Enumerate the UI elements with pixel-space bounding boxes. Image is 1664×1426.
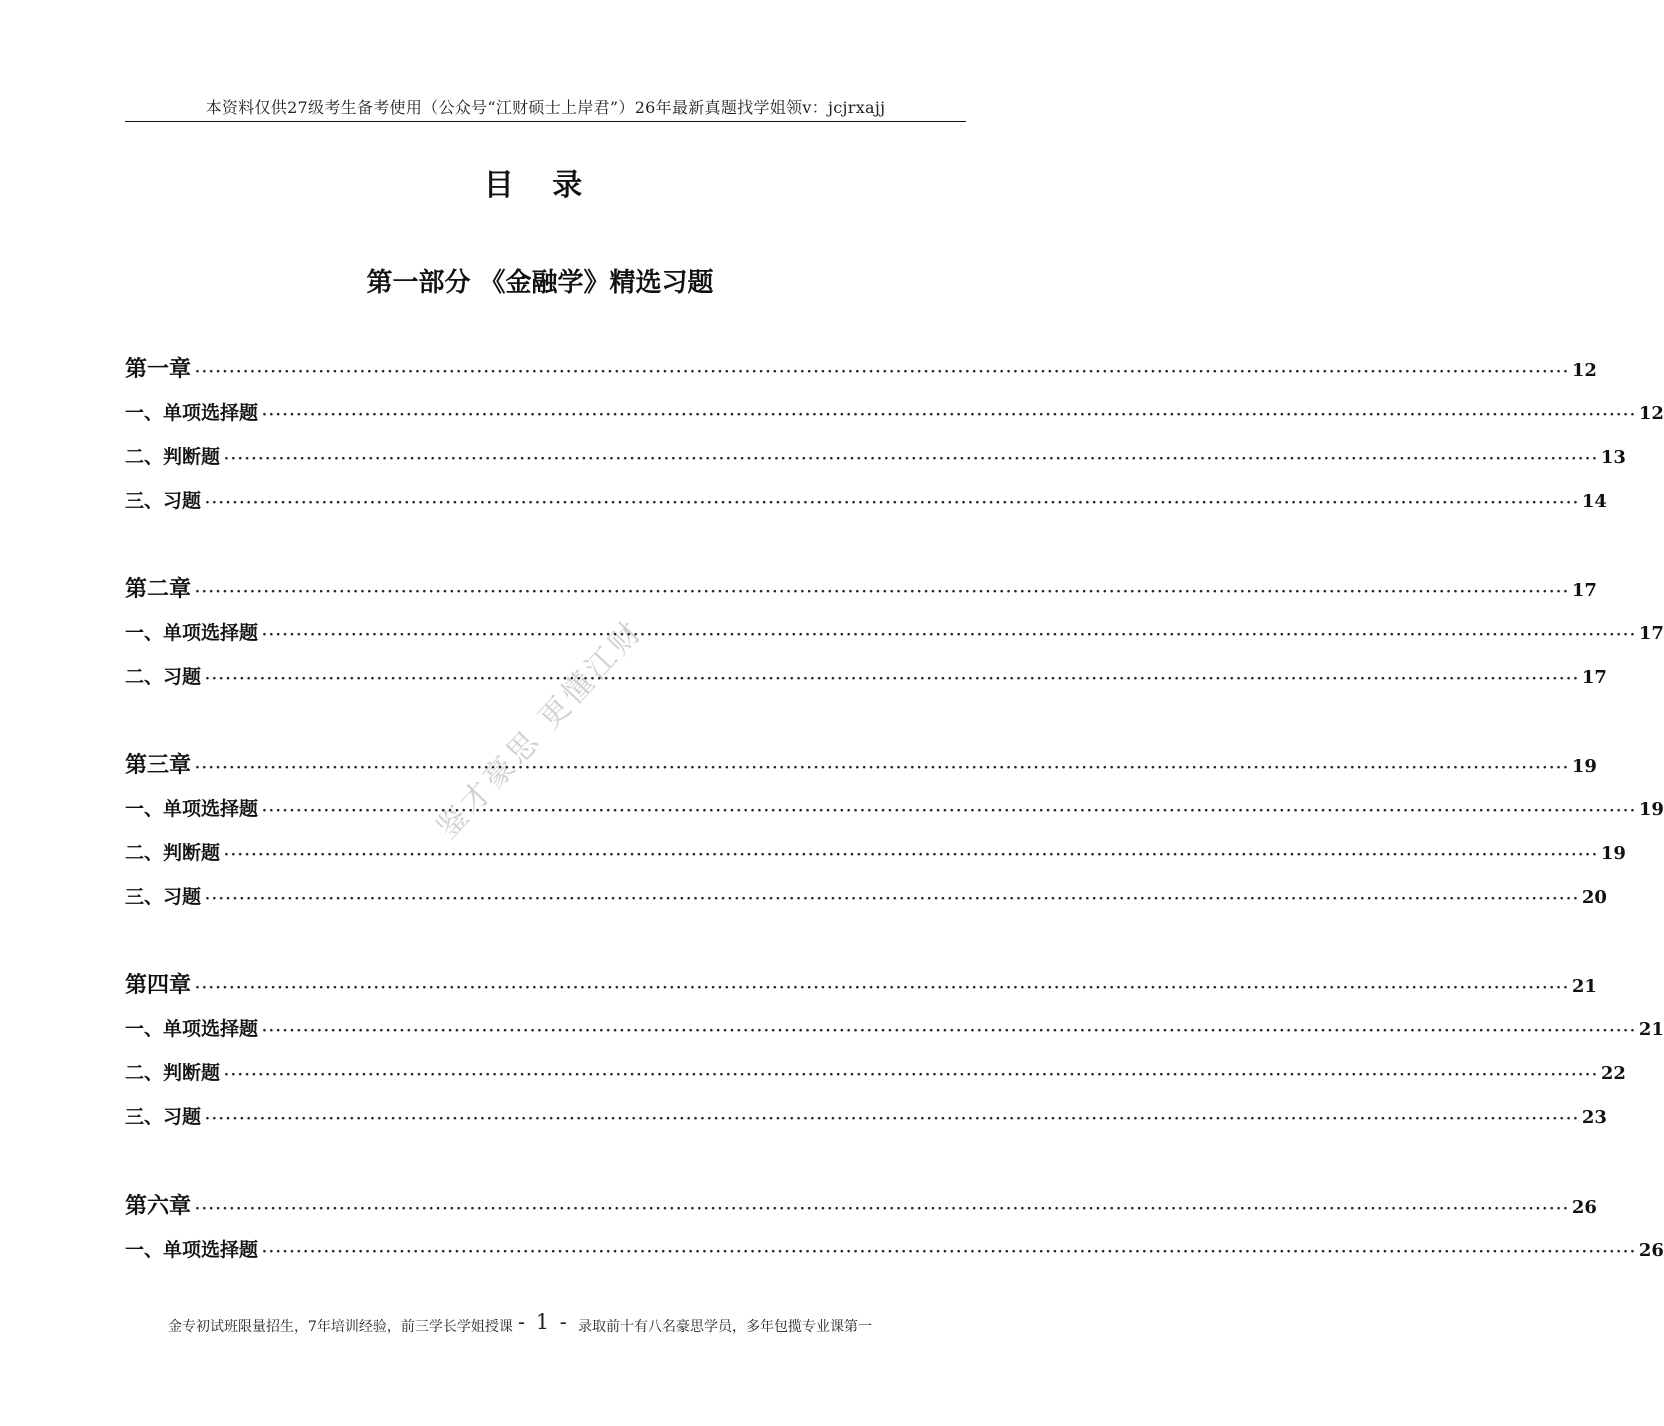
toc-entry-page: 26: [1638, 1240, 1664, 1261]
toc-entry-label: 一、单项选择题: [125, 798, 259, 820]
toc-entry-page: 21: [1571, 976, 1597, 997]
footer-right-text: 录取前十有八名豪思学员，多年包揽专业课第一: [578, 1319, 872, 1335]
toc-leader-dots: ········································································································································································································: [224, 847, 1599, 863]
toc-leader-dots: ········································································································································································································: [205, 1111, 1580, 1127]
toc-entry[interactable]: [125, 882, 1607, 912]
part-title: 第一部分 《金融学》精选习题: [366, 268, 714, 298]
toc-entry[interactable]: [125, 572, 1597, 602]
toc-entry-label: 第六章: [125, 1194, 192, 1219]
toc-leader-dots: ········································································································································································································: [195, 1201, 1570, 1217]
toc-entry-label: 第一章: [125, 357, 192, 382]
toc-entry-label: 一、单项选择题: [125, 1239, 259, 1261]
toc-entry-page: 13: [1600, 447, 1626, 468]
toc-entry[interactable]: [125, 748, 1597, 778]
toc-entry[interactable]: [125, 398, 1664, 428]
toc-entry[interactable]: [125, 1014, 1664, 1044]
document-title: 目 录: [483, 168, 597, 203]
toc-entry-label: 二、判断题: [125, 446, 221, 468]
toc-entry-page: 17: [1571, 580, 1597, 601]
toc-entry-label: 一、单项选择题: [125, 402, 259, 424]
toc-entry[interactable]: [125, 794, 1664, 824]
toc-entry-label: 二、判断题: [125, 842, 221, 864]
toc-leader-dots: ········································································································································································································: [262, 407, 1637, 423]
toc-entry-label: 第二章: [125, 577, 192, 602]
toc-entry-page: 17: [1581, 667, 1607, 688]
toc-leader-dots: ········································································································································································································: [205, 495, 1580, 511]
toc-entry-label: 三、习题: [125, 886, 202, 908]
toc-leader-dots: ········································································································································································································: [262, 1244, 1637, 1260]
page-number: - 1 -: [518, 1310, 569, 1334]
toc-entry-label: 一、单项选择题: [125, 1018, 259, 1040]
header-rule: [125, 121, 966, 122]
toc-leader-dots: ········································································································································································································: [205, 671, 1580, 687]
toc-entry[interactable]: [125, 838, 1626, 868]
toc-leader-dots: ········································································································································································································: [262, 803, 1637, 819]
page-header: 本资料仅供27级考生备考使用（公众号“江财硕士上岸君”）26年最新真题找学姐领v：jcjrxajj: [205, 98, 886, 117]
toc-entry[interactable]: [125, 1102, 1607, 1132]
toc-entry-label: 第四章: [125, 973, 192, 998]
toc-entry[interactable]: [125, 968, 1597, 998]
toc-leader-dots: ········································································································································································································: [195, 584, 1570, 600]
toc-entry-page: 26: [1571, 1197, 1597, 1218]
toc-entry-label: 第三章: [125, 753, 192, 778]
toc-entry-page: 19: [1600, 843, 1626, 864]
toc-entry-page: 17: [1638, 623, 1664, 644]
footer-left-text: 金专初试班限量招生，7年培训经验，前三学长学姐授课: [168, 1319, 513, 1335]
watermark: 鉴才豪思 更懂江财: [430, 613, 651, 846]
toc-entry[interactable]: [125, 618, 1664, 648]
toc-entry-label: 三、习题: [125, 490, 202, 512]
toc-leader-dots: ········································································································································································································: [195, 980, 1570, 996]
toc-leader-dots: ········································································································································································································: [205, 891, 1580, 907]
toc-entry[interactable]: [125, 486, 1607, 516]
toc-entry-page: 23: [1581, 1107, 1607, 1128]
toc-leader-dots: ········································································································································································································: [224, 451, 1599, 467]
toc-entry-page: 19: [1638, 799, 1664, 820]
toc-leader-dots: ········································································································································································································: [224, 1067, 1599, 1083]
toc-entry[interactable]: [125, 442, 1626, 472]
toc-entry-page: 19: [1571, 756, 1597, 777]
toc-entry-page: 12: [1638, 403, 1664, 424]
toc-entry-page: 22: [1600, 1063, 1626, 1084]
toc-entry[interactable]: [125, 1189, 1597, 1219]
page-footer: [0, 1310, 1080, 1337]
toc-entry-label: 一、单项选择题: [125, 622, 259, 644]
toc-leader-dots: ········································································································································································································: [195, 364, 1570, 380]
toc-entry-page: 21: [1638, 1019, 1664, 1040]
toc-entry[interactable]: [125, 1235, 1664, 1265]
toc-entry-label: 二、判断题: [125, 1062, 221, 1084]
toc-leader-dots: ········································································································································································································: [195, 760, 1570, 776]
toc-entry-page: 14: [1581, 491, 1607, 512]
toc-entry[interactable]: [125, 662, 1607, 692]
toc-leader-dots: ········································································································································································································: [262, 1023, 1637, 1039]
toc-entry[interactable]: [125, 1058, 1626, 1088]
toc-entry-label: 二、习题: [125, 666, 202, 688]
toc-leader-dots: ········································································································································································································: [262, 627, 1637, 643]
toc-entry-page: 20: [1581, 887, 1607, 908]
toc-entry-page: 12: [1571, 360, 1597, 381]
toc-entry-label: 三、习题: [125, 1106, 202, 1128]
toc-entry[interactable]: [125, 352, 1597, 382]
